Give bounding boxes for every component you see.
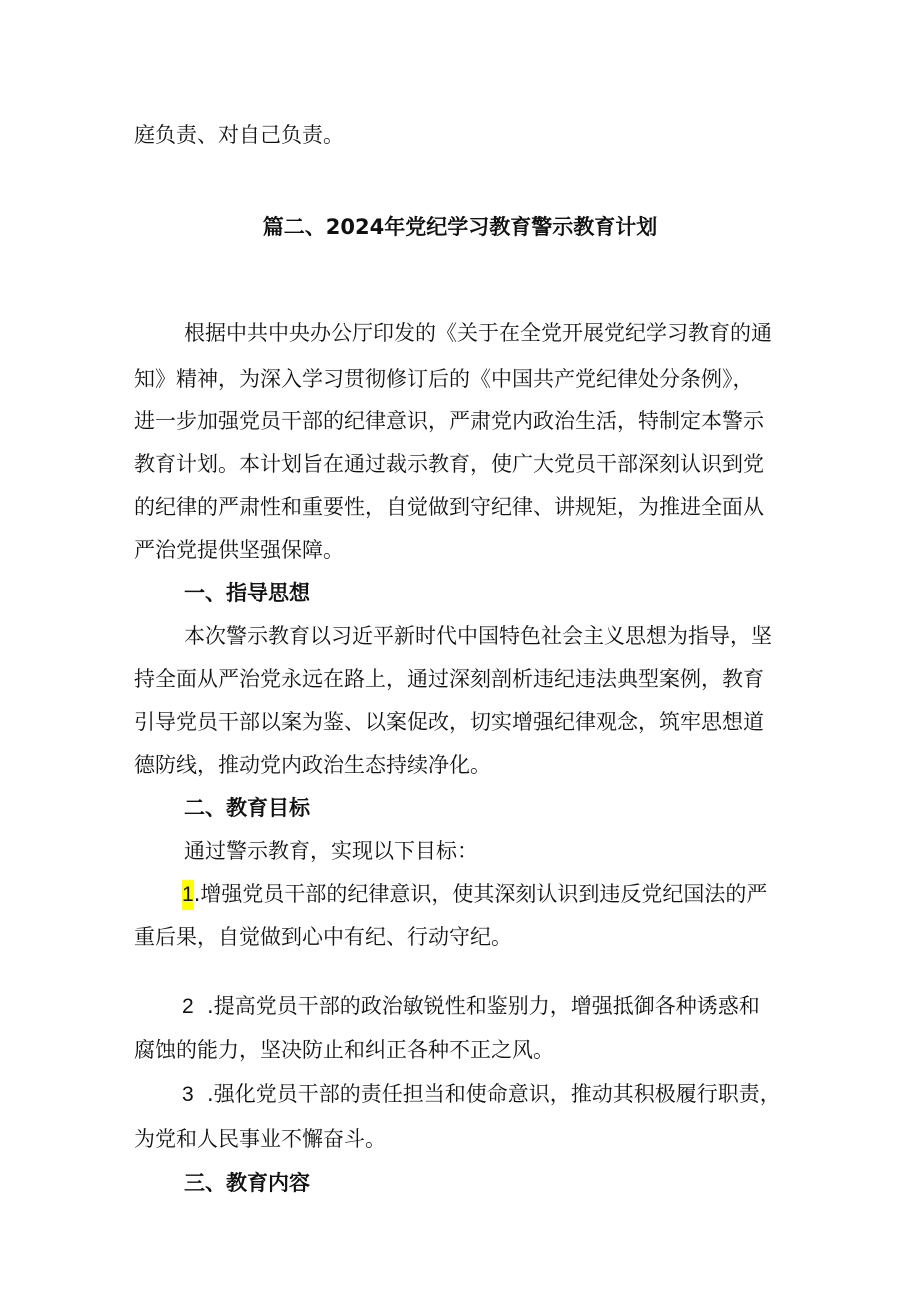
goals-lead-text: 通过警示教育，实现以下目标： (184, 839, 478, 863)
goal-text: .强化党员干部的责任担当和使命意识，推动其积极履行职责， (207, 1082, 781, 1106)
goal-text: .增强党员干部的纪律意识，使其深刻认识到违反党纪国法的严 (193, 882, 768, 906)
goal-item-line: 重后果，自觉做到心中有纪、行动守纪。 (134, 925, 512, 949)
section-heading-education-goals: 二、教育目标 (184, 796, 310, 820)
intro-line: 进一步加强党员干部的纪律意识，严肃党内政治生活，特制定本警示 (134, 409, 764, 433)
intro-line: 知》精神，为深入学习贯彻修订后的《中国共产党纪律处分条例》， (134, 367, 754, 391)
goal-item-line (182, 879, 767, 910)
carryover-text: 庭负责、对自己负责。 (134, 123, 344, 147)
goal-item-line: 腐蚀的能力，坚决防止和纠正各种不正之风。 (134, 1038, 554, 1062)
paragraph-line: 本次警示教育以习近平新时代中国特色社会主义思想为指导，坚 (184, 624, 772, 648)
intro-line: 教育计划。本计划旨在通过裁示教育，使广大党员干部深刻认识到党 (134, 452, 764, 476)
goal-number-highlighted: 1 (182, 880, 194, 910)
goal-text: .提高党员干部的政治敏锐性和鉴别力，增强抵御各种诱惑和 (207, 994, 760, 1018)
section-heading-guiding-thought: 一、指导思想 (184, 581, 310, 605)
section-heading-education-content: 三、教育内容 (184, 1171, 310, 1195)
goal-item-line (182, 991, 760, 1022)
intro-line: 根据中共中央办公厅印发的《关于在全党开展党纪学习教育的通 (184, 321, 772, 345)
document-title: 篇二、2024年党纪学习教育警示教育计划 (262, 215, 658, 239)
intro-line: 严治党提供坚强保障。 (134, 538, 344, 562)
goal-item-line: 为党和人民事业不懈奋斗。 (134, 1127, 386, 1151)
goal-number: 3 (182, 1083, 194, 1106)
goal-item-line (182, 1079, 781, 1110)
intro-line: 的纪律的严肃性和重要性，自觉做到守纪律、讲规矩，为推进全面从 (134, 495, 764, 519)
paragraph-line: 持全面从严治党永远在路上，通过深刻剖析违纪违法典型案例，教育 (134, 667, 764, 691)
paragraph-line: 引导党员干部以案为鉴、以案促改，切实增强纪律观念，筑牢思想道 (134, 710, 764, 734)
paragraph-line: 德防线，推动党内政治生态持续净化。 (134, 753, 491, 777)
goal-number: 2 (182, 995, 194, 1018)
